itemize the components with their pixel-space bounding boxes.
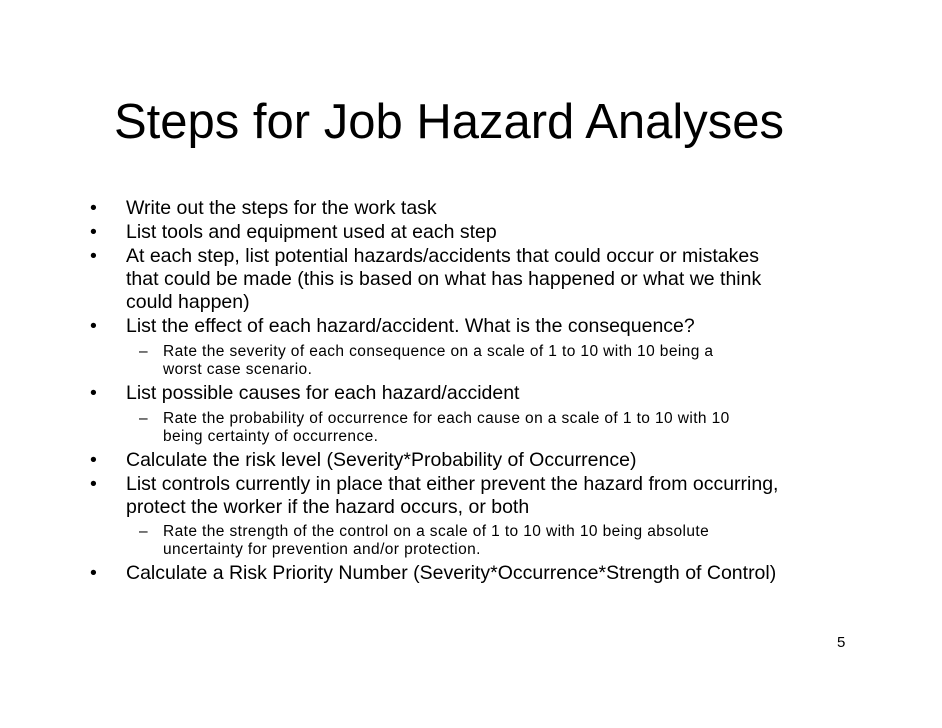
- item-text-line: that could be made (this is based on what has happened or what we think: [126, 268, 762, 290]
- item-text-line: protect the worker if the hazard occurs, or both: [126, 496, 530, 518]
- bullet-marker: •: [90, 245, 97, 267]
- item-text: Write out the steps for the work task: [126, 197, 437, 219]
- sub-item-text-line: uncertainty for prevention and/or protection.: [163, 541, 481, 558]
- dash-marker: –: [139, 523, 148, 540]
- dash-marker: –: [139, 410, 148, 427]
- item-text-line: At each step, list potential hazards/accidents that could occur or mistakes: [126, 245, 759, 267]
- slide-title: Steps for Job Hazard Analyses: [114, 95, 785, 149]
- item-text-line: List controls currently in place that either prevent the hazard from occurring,: [126, 473, 779, 495]
- page-number: 5: [837, 634, 846, 651]
- sub-item-text-line: Rate the severity of each consequence on a scale of 1 to 10 with 10 being a: [163, 343, 714, 360]
- sub-item-text-line: Rate the probability of occurrence for each cause on a scale of 1 to 10 with 10: [163, 410, 730, 427]
- item-text-line: could happen): [126, 291, 250, 313]
- bullet-marker: •: [90, 382, 97, 404]
- item-text: List the effect of each hazard/accident. What is the consequence?: [126, 315, 695, 337]
- sub-item-text-line: Rate the strength of the control on a scale of 1 to 10 with 10 being absolute: [163, 523, 710, 540]
- item-text: List tools and equipment used at each step: [126, 221, 497, 243]
- bullet-marker: •: [90, 315, 97, 337]
- dash-marker: –: [139, 343, 148, 360]
- item-text: Calculate a Risk Priority Number (Severity*Occurrence*Strength of Control): [126, 562, 777, 584]
- bullet-marker: •: [90, 449, 97, 471]
- sub-item-text-line: being certainty of occurrence.: [163, 428, 379, 445]
- bullet-marker: •: [90, 562, 97, 584]
- bullet-marker: •: [90, 221, 97, 243]
- bullet-marker: •: [90, 473, 97, 495]
- bullet-marker: •: [90, 197, 97, 219]
- item-text: Calculate the risk level (Severity*Probability of Occurrence): [126, 449, 637, 471]
- sub-item-text-line: worst case scenario.: [163, 361, 313, 378]
- item-text: List possible causes for each hazard/accident: [126, 382, 520, 404]
